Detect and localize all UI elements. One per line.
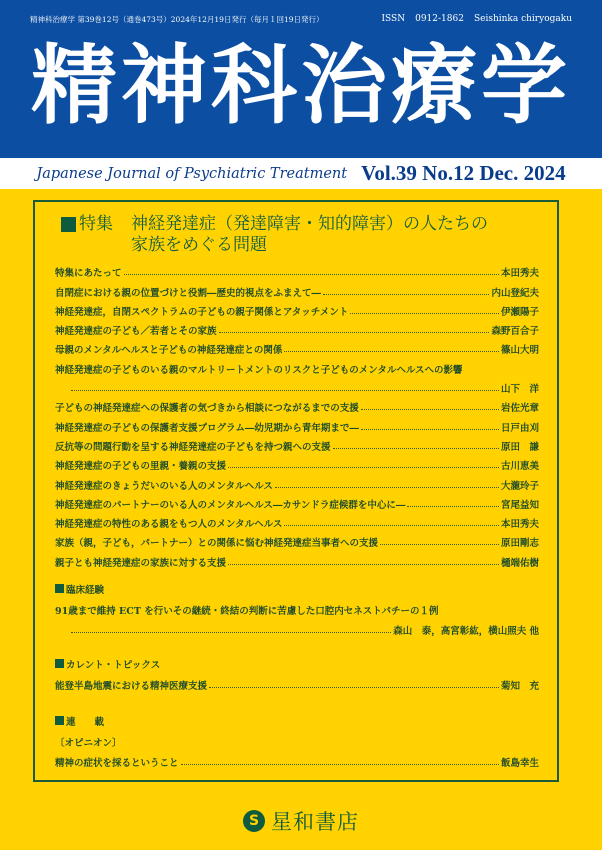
toc-row[interactable] — [55, 337, 539, 356]
article-author: 原田剛志 — [500, 538, 539, 550]
issn-number: 0912-1862 — [415, 14, 464, 24]
leader-dots — [228, 556, 499, 565]
article-author: 飯島幸生 — [500, 757, 539, 769]
english-title: Japanese Journal of Psychiatric Treatment — [36, 165, 348, 182]
toc-row[interactable] — [55, 492, 539, 511]
toc-row[interactable] — [55, 749, 539, 768]
article-title: 能登半島地震における精神医療支援 — [55, 681, 208, 693]
article-author: 森野百合子 — [491, 326, 539, 338]
article-title: 精神の症状を採るということ — [55, 757, 179, 769]
toc-row[interactable] — [55, 299, 539, 318]
article-author: 内山登紀夫 — [491, 287, 539, 299]
article-author: 本田秀夫 — [500, 268, 539, 280]
topics-section — [55, 654, 539, 692]
article-title: 神経発達症の特性のある親をもつ人のメンタルヘルス — [55, 519, 283, 531]
article-title: 神経発達症の子どもの里親・養親の支援 — [55, 461, 227, 473]
cover-header — [0, 0, 602, 156]
leader-dots — [407, 498, 499, 507]
publisher-logo-icon: S — [243, 810, 265, 832]
article-title: 神経発達症のきょうだいのいる人のメンタルヘルス — [55, 480, 273, 492]
publisher — [0, 806, 602, 836]
leader-dots — [275, 479, 499, 488]
article-author: 宮尾益知 — [500, 499, 539, 511]
square-bullet-icon — [55, 659, 64, 668]
feature-label: 特集 — [79, 214, 113, 234]
article-author: 菊知 充 — [500, 681, 539, 693]
leader-dots — [323, 286, 489, 295]
publisher-name: 星和書店 — [271, 810, 359, 834]
issue-meta: 精神科治療学 第39巻12号（通巻473号）2024年12月19日発行（毎月１回19日発行） — [30, 15, 324, 24]
toc-row[interactable] — [55, 260, 539, 279]
toc-row[interactable] — [55, 318, 539, 337]
toc-row[interactable] — [55, 598, 539, 617]
article-title: 特集にあたって — [55, 268, 122, 280]
toc-row[interactable] — [55, 549, 539, 568]
serial-category — [55, 730, 539, 749]
article-title: 親子とも神経発達症の家族に対する支援 — [55, 557, 227, 569]
square-bullet-icon — [61, 217, 76, 232]
toc-row-continuation — [55, 376, 539, 395]
article-author: 伊瀬陽子 — [500, 306, 539, 318]
leader-dots — [284, 343, 499, 352]
square-bullet-icon — [55, 716, 64, 725]
romanized-title: Seishinka chiryogaku — [473, 14, 572, 24]
article-author: 篠山大明 — [500, 345, 539, 357]
feature-heading — [61, 214, 491, 256]
issn-label: ISSN — [381, 14, 406, 24]
leader-dots — [219, 324, 490, 333]
article-title: 神経発達症のパートナーのいる人のメンタルヘルス―カサンドラ症候群を中心に― — [55, 499, 406, 511]
article-author: 本田秀夫 — [500, 519, 539, 531]
toc-row[interactable] — [55, 453, 539, 472]
article-title: 子どもの神経発達症への保護者の気づきから相談につながるまでの支援 — [55, 403, 359, 415]
contents-box — [33, 200, 559, 782]
leader-dots — [71, 624, 391, 633]
publication-info — [30, 14, 572, 25]
article-title: 反抗等の問題行動を呈する神経発達症の子どもを持つ親への支援 — [55, 441, 331, 453]
feature-toc — [55, 260, 539, 569]
toc-row[interactable] — [55, 472, 539, 491]
article-author: 山下 洋 — [500, 384, 539, 396]
article-author: 大瀧玲子 — [500, 480, 539, 492]
toc-row[interactable] — [55, 434, 539, 453]
article-author: 古川恵美 — [500, 461, 539, 473]
article-title: 神経発達症の子どもの保護者支援プログラム―幼児期から青年期まで― — [55, 422, 359, 434]
leader-dots — [71, 382, 499, 391]
toc-row[interactable] — [55, 395, 539, 414]
leader-dots — [350, 305, 499, 314]
article-author: 岩佐光章 — [500, 403, 539, 415]
serial-section — [55, 711, 539, 769]
volume-issue: Vol.39 No.12 Dec. 2024 — [361, 161, 566, 185]
article-title: 神経発達症，自閉スペクトラムの子どもの親子関係とアタッチメント — [55, 306, 349, 318]
article-title: 神経発達症の子ども／若者とその家族 — [55, 326, 217, 338]
leader-dots — [333, 440, 499, 449]
toc-row-continuation — [55, 617, 539, 636]
leader-dots — [228, 459, 499, 468]
leader-dots — [284, 517, 499, 526]
section-label: 臨床経験 — [66, 584, 105, 596]
leader-dots — [361, 421, 499, 430]
article-title: 母親のメンタルヘルスと子どもの神経発達症との関係 — [55, 345, 283, 357]
toc-row[interactable] — [55, 511, 539, 530]
clinical-section — [55, 579, 539, 637]
section-label: 連 載 — [66, 716, 105, 728]
section-heading — [55, 654, 539, 673]
toc-row[interactable] — [55, 414, 539, 433]
subtitle-band — [0, 156, 602, 189]
feature-title: 神経発達症（発達障害・知的障害）の人たちの家族をめぐる問題 — [131, 214, 488, 255]
toc-row[interactable] — [55, 279, 539, 298]
article-author: 森山 泰，高宮彰紘，横山照夫 他 — [393, 625, 539, 637]
article-author: 樋端佑樹 — [500, 557, 539, 569]
issn-info — [371, 14, 572, 25]
article-title: 自閉症における親の位置づけと役割―歴史的視点をふまえて― — [55, 287, 322, 299]
article-title: 家族（親，子ども，パートナー）との関係に悩む神経発達症当事者への支援 — [55, 538, 379, 550]
leader-dots — [380, 536, 499, 545]
leader-dots — [209, 679, 499, 688]
article-author: 原田 謙 — [500, 441, 539, 453]
section-label: カレント・トピックス — [66, 659, 161, 671]
article-author: 日戸由刈 — [500, 422, 539, 434]
leader-dots — [124, 266, 499, 275]
section-heading — [55, 711, 539, 730]
toc-row[interactable] — [55, 356, 539, 375]
journal-title: 精神科治療学 — [31, 35, 571, 136]
leader-dots — [361, 401, 499, 410]
toc-row[interactable] — [55, 673, 539, 692]
article-title: 神経発達症の子どものいる親のマルトリートメントのリスクと子どものメンタルヘルスへの影響 — [55, 364, 463, 376]
article-title: 91歳まで維持 ECT を行いその継続・終結の判断に苦慮した口腔内セネストパチーの１例 — [55, 606, 439, 618]
category-label: 〔オピニオン〕 — [55, 738, 122, 750]
toc-row[interactable] — [55, 530, 539, 549]
leader-dots — [181, 756, 499, 765]
section-heading — [55, 579, 539, 598]
square-bullet-icon — [55, 584, 64, 593]
